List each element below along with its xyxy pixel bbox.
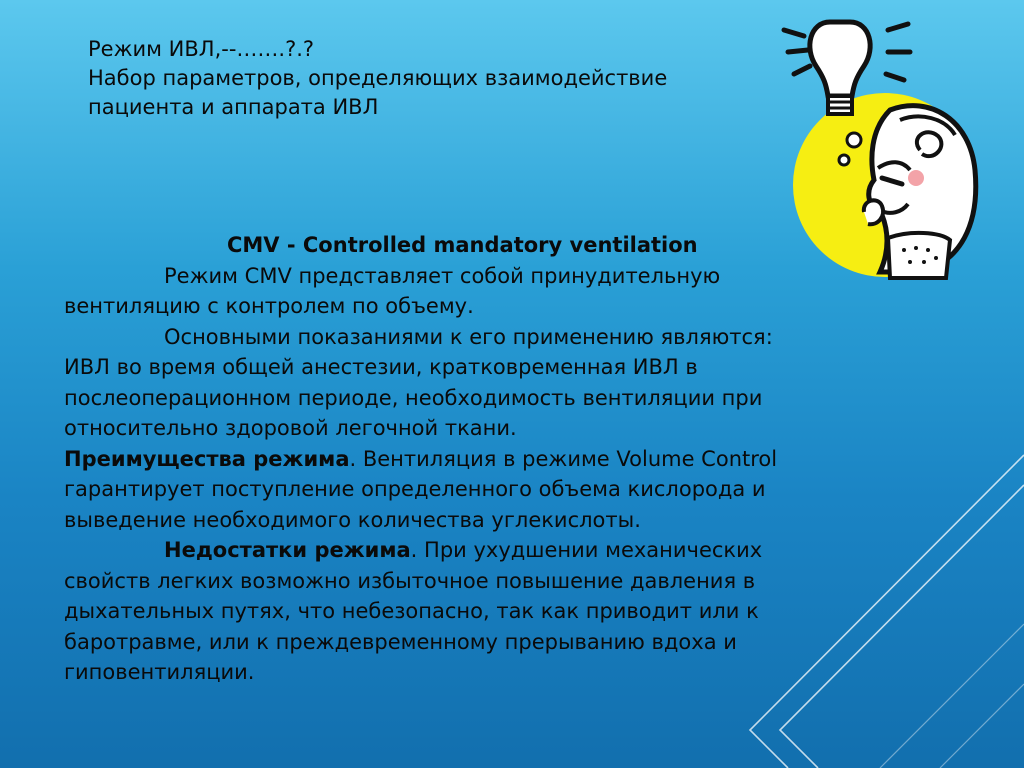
body-p2-line-1: Основными показаниями к его применению являются: (164, 324, 773, 349)
body-p2-line-2: ИВЛ во время общей анестезии, кратковременная ИВЛ в (64, 355, 698, 379)
body-p4-line-4: баротравме, или к преждевременному прерыванию вдоха и (64, 629, 737, 654)
body-p4-line-2: свойств легких возможно избыточное повышение давления в (64, 568, 756, 593)
body-p4-line-5: гиповентиляции. (64, 660, 255, 684)
body-p3-line-1 (64, 444, 944, 475)
body-p3-line-3: выведение необходимого количества углекислоты. (64, 507, 641, 532)
body-p4-line-1 (64, 535, 944, 566)
slide-header (88, 35, 808, 122)
body-p1-line-2: вентиляцию с контролем по объему. (64, 294, 474, 318)
advantages-heading: Преимущества режима (64, 446, 350, 471)
header-line-2: Набор параметров, определяющих взаимодействие (88, 66, 668, 90)
body-title: CMV - Controlled mandatory ventilation (227, 233, 698, 257)
body-p2-line-3: послеоперационном периоде, необходимость вентиляции при (64, 385, 763, 410)
header-line-1: Режим ИВЛ,--…….?.? (88, 37, 315, 61)
body-p1-line-1: Режим CMV представляет собой принудительную (164, 263, 721, 288)
slide-body-text (64, 230, 944, 688)
body-p4-line-3: дыхательных путях, что небезопасно, так как приводит или к (64, 599, 759, 623)
header-line-3: пациента и аппарата ИВЛ (88, 95, 379, 119)
body-p2-line-4: относительно здоровой легочной ткани. (64, 416, 517, 440)
body-p4-line-1-rest: . При ухудшении механических (410, 538, 763, 562)
body-p3-line-1-rest: . Вентиляция в режиме Volume Control (349, 446, 778, 471)
body-p3-line-2: гарантирует поступление определенного объема кислорода и (64, 477, 766, 501)
disadvantages-heading: Недостатки режима (164, 538, 411, 562)
